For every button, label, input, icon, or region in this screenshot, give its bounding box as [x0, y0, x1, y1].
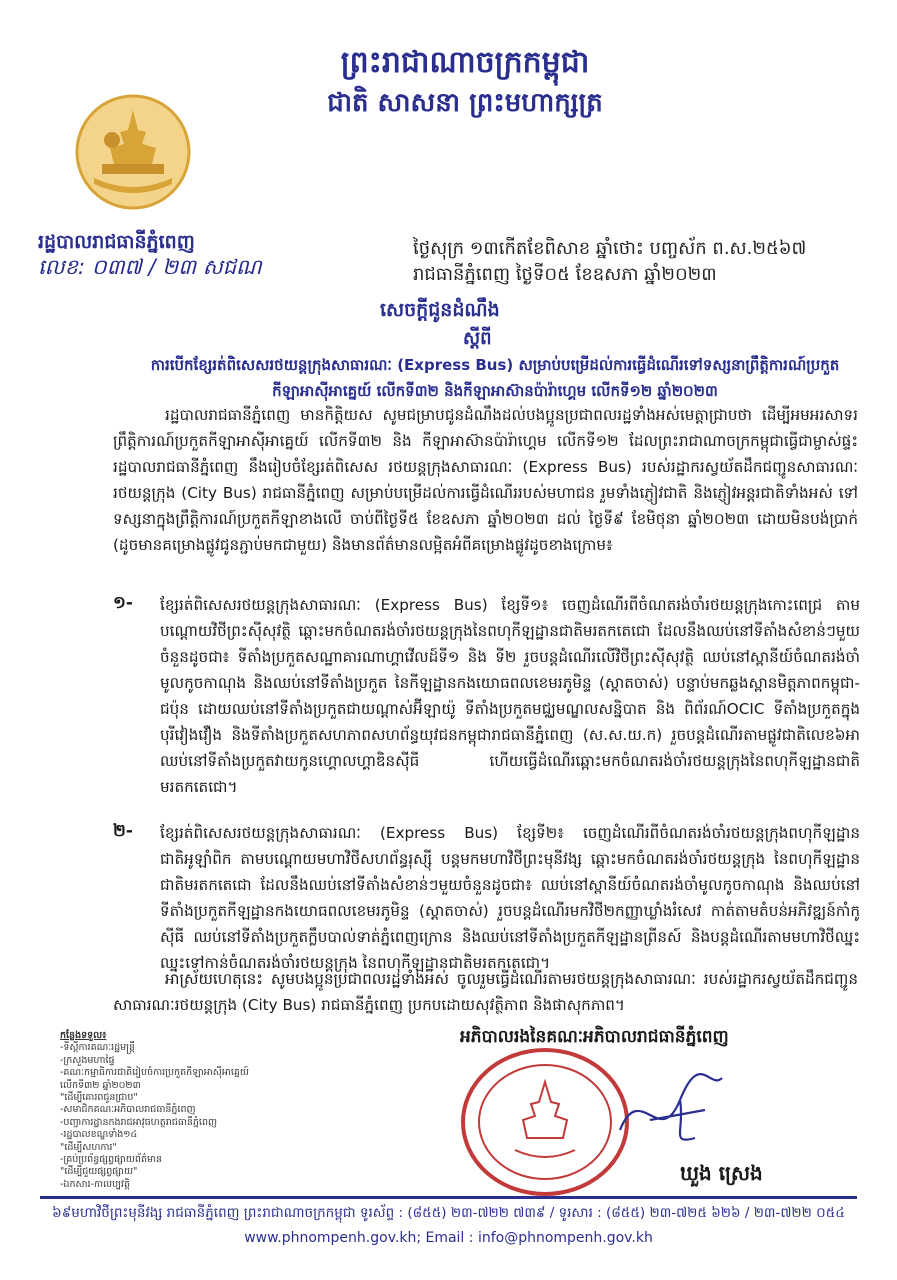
recipient-item: "ដើម្បីសហការ" [60, 1141, 117, 1153]
route-1-paragraph: ខ្សែរត់ពិសេសរថយន្តក្រុងសាធារណៈ (Express Bus) ខ្សែទី១៖ ចេញដំណើរពីចំណតរង់ចាំរថយន្តក្រុងកោះពេជ្រ តាមបណ្តោយវិថីព្រះស៊ីសុវត្ថិ ឆ្ពោះមកចំណតរង់ចាំរថយន្តក្រុងនៃពហុកីឡដ្ឋានជាតិមរតកតេជោ ដែលនឹងឈប់នៅទីតាំងសំខាន់ៗមួយចំនួនដូចជា៖ ទីតាំងប្រកួតសណ្ឋាគារណាហ្គាវើលដ៍ទី១ និង ទី២ រួចបន្តដំណើរលើវិថីព្រះស៊ីសុវត្ថិ ឈប់នៅស្ពានីយ៍ចំណតរង់ចាំមូលកូចកាណុង និងឈប់នៅទីតាំងប្រកួត នៃកីឡដ្ឋានកងយោធពលខេមរភូមិន្ទ (ស្តាតចាស់) បន្ទាប់មកឆ្លងស្ពានមិត្តភាពកម្ពុជា-ជប៉ុន ដោយឈប់នៅទីតាំងប្រកួតជាយណ្តាស់អ៊ីឡាយ៉ូ ទីតាំងប្រកួតមជ្ឈមណ្ឌលសន្និបាត និង ពិព័រណ៍OCIC ទីតាំងប្រកួតក្នុងបុរីវៀងវឿង និងទីតាំងប្រកួតសហភាពសហព័ន្ធយុវជនកម្ពុជារាជធានីភ្នំពេញ (ស.ស.យ.ក) រួចបន្តដំណើរតាមផ្លូវជាតិលេខ៦អា ឈប់នៅទីតាំងប្រកួតវាយកូនហ្គោលហ្គាឌិនស៊ីធី ហើយធ្វើដំណើរឆ្ពោះមកចំណតរង់ចាំរថយន្តក្រុងនៃពហុកីឡដ្ឋានជាតិមរតកតេជោ។ [160, 596, 860, 796]
phnom-penh-emblem-icon [72, 92, 194, 212]
reference-number: លេខ: ០៣៧ / ២៣ សជណ [38, 255, 262, 279]
recipient-item: -ទីស្តីការគណៈរដ្ឋមន្ត្រី [60, 1042, 136, 1054]
official-stamp-icon [455, 1042, 635, 1202]
recipient-item: "ដើម្បីជួយផ្សព្វផ្សាយ" [60, 1166, 138, 1178]
recipients-title: កន្លែងទទួល៖ [60, 1030, 107, 1041]
footer-divider [40, 1196, 857, 1199]
issuing-authority: រដ្ឋបាលរាជធានីភ្នំពេញ [38, 231, 195, 253]
recipient-item: -គ្រប់ប្រព័ន្ធផ្សព្វផ្សាយព័ត៌មាន [60, 1154, 163, 1166]
footer-address: ៦៩មហាវិថីព្រះមុនីវង្ស រាជធានីភ្នំពេញ ព្រះរាជាណាចក្រកម្ពុជា ទូរស័ព្ទ : (៨៥៥) ២៣-៧២២ ៧៣៩ / ទូរសារ : (៨៥៥) ២៣-៧២៥ ៦២៦ / ២៣-៧២២ ០៥៤ [52, 1205, 845, 1221]
footer-contact: www.phnompenh.gov.kh; Email : info@phnompenh.gov.kh [244, 1230, 653, 1246]
signer-name: ឃួង ស្រេង [680, 1161, 763, 1185]
recipients-list [60, 1030, 260, 1191]
handwritten-signature-icon [610, 1060, 730, 1160]
kingdom-title: ព្រះរាជាណាចក្រកម្ពុជា [340, 45, 590, 80]
recipient-item: -រដ្ឋបាលខណ្ឌទាំង១៤ [60, 1129, 138, 1141]
intro-paragraph: រដ្ឋបាលរាជធានីភ្នំពេញ មានកិត្តិយស សូមជម្រាបជូនដំណឹងដល់បងប្អូនប្រជាពលរដ្ឋទាំងអស់មេត្តាជ្រាបថា ដើម្បីអមអរសាទរ ព្រឹត្តិការណ៍ប្រកួតកីឡាអាស៊ីអាគ្នេយ៍ លើកទី៣២ និង កីឡាអាស៊ានប៉ារ៉ាហ្គេម លើកទី១២ ដែលព្រះរាជាណាចក្រកម្ពុជាធ្វើជាម្ចាស់ផ្ទះ រដ្ឋបាលរាជធានីភ្នំពេញ នឹងរៀបចំខ្សែរត់ពិសេស រថយន្តក្រុងសាធារណៈ (Express Bus) របស់រដ្ឋាករស្វយ័តដឹកជញ្ជូនសាធារណៈរថយន្តក្រុង (City Bus) រាជធានីភ្នំពេញ សម្រាប់បម្រើដល់ការធ្វើដំណើររបស់មហាជន រួមទាំងភ្ញៀវជាតិ និងភ្ញៀវអន្តរជាតិទាំងអស់ ទៅទស្សនាក្នុងព្រឹត្តិការណ៍ប្រកួតកីឡាខាងលើ ចាប់ពីថ្ងៃទី៥ ខែឧសភា ឆ្នាំ២០២៣ ដល់ ថ្ងៃទី៩ ខែមិថុនា ឆ្នាំ២០២៣ ដោយមិនបង់ប្រាក់ (ដូចមានគម្រោងផ្លូវជូនភ្ជាប់មកជាមួយ) និងមានព័ត៌មានលម្អិតអំពីគម្រោងផ្លូវដូចខាងក្រោម៖ [113, 406, 858, 554]
national-motto: ជាតិ សាសនា ព្រះមហាក្សត្រ [327, 88, 603, 118]
route-2-paragraph: ខ្សែរត់ពិសេសរថយន្តក្រុងសាធារណៈ (Express Bus) ខ្សែទី២៖ ចេញដំណើរពីចំណតរង់ចាំរថយន្តក្រុងពហុកីឡដ្ឋានជាតិអូឡាំពិក តាមបណ្តោយមហាវិថីសហព័ន្ធរុស្ស៊ី បន្តមកមហាវិថីព្រះមុនីវង្ស ឆ្ពោះមកចំណតរង់ចាំរថយន្តក្រុង នៃពហុកីឡដ្ឋានជាតិមរតកតេជោ ដែលនឹងឈប់នៅទីតាំងសំខាន់ៗមួយចំនួនដូចជា៖ ឈប់នៅស្ពានីយ៍ចំណតរង់ចាំមូលកូចកាណុង និងឈប់នៅទីតាំងប្រកួតកីឡដ្ឋានកងយោធពលខេមរភូមិន្ទ (ស្តាតចាស់) រួចបន្តដំណើរមកវិថី២កញ្ញាឃ្លាំងរំសេវ កាត់តាមតំបន់អភិវឌ្ឍន៍កាំកូស៊ីធី ឈប់នៅទីតាំងប្រកួតក្លឹបបាល់ទាត់ភ្នំពេញក្រោន និងឈប់នៅទីតាំងប្រកួតកីឡដ្ឋានព្រីនស៍ និងបន្តដំណើរតាមមហាវិថីឈ្នះឈ្នះទៅកាន់ចំណតរង់ចាំរថយន្តក្រុង នៃពហុកីឡដ្ឋានជាតិមរតកតេជោ។ [160, 824, 860, 972]
solar-date: រាជធានីភ្នំពេញ ថ្ងៃទី០៥ ខែឧសភា ឆ្នាំ២០២៣ [413, 264, 717, 285]
signer-title: អភិបាលរងនៃគណៈអភិបាលរាជធានីភ្នំពេញ [460, 1027, 729, 1047]
closing-paragraph: អាស្រ័យហេតុនេះ សូមបងប្អូនប្រជាពលរដ្ឋទាំងអស់ ចូលរួមធ្វើដំណើរតាមរថយន្តក្រុងសាធារណៈ របស់រដ្ឋាករស្វយ័តដឹកជញ្ជូនសាធារណៈរថយន្តក្រុង (City Bus) រាជធានីភ្នំពេញ ប្រកបដោយសុវត្ថិភាព និងផាសុកភាព។ [113, 970, 858, 1014]
subject-label: ស្តីពី [463, 328, 492, 349]
recipient-item: -បញ្ជាការដ្ឋានកងរាជអាវុធហត្ថរាជធានីភ្នំពេញ [60, 1116, 218, 1128]
item-2-number: ២- [113, 821, 133, 841]
recipient-item: "ដើម្បីគោរពជូនជ្រាប" [60, 1092, 138, 1104]
recipient-item: -ក្រសួងមហាផ្ទៃ [60, 1054, 115, 1066]
document-type-heading: សេចក្តីជូនដំណឹង [380, 299, 500, 321]
lunar-date: ថ្ងៃសុក្រ ១៣កើតខែពិសាខ ឆ្នាំថោះ បញ្ចស័ក ព.ស.២៥៦៧ [413, 238, 807, 259]
item-1-number: ១- [113, 593, 133, 613]
recipient-item: -សមាជិកគណៈអភិបាលរាជធានីភ្នំពេញ [60, 1104, 196, 1116]
recipient-item: -ឯកសារ-កាលប្បវត្តិ [60, 1178, 130, 1190]
recipient-item: -គណៈកម្មាធិការជាតិរៀបចំការប្រកួតកីឡាអាស៊ីអាគ្នេយ៍ លើកទី៣២ ឆ្នាំ២០២៣ [60, 1067, 249, 1091]
subject-heading: ការបើកខ្សែរត់ពិសេសរថយន្តក្រុងសាធារណៈ (Express Bus) សម្រាប់បម្រើដល់ការធ្វើដំណើរទៅទស្សនាព្រឹត្តិការណ៍ប្រកួតកីឡាអាស៊ីអាគ្នេយ៍ លើកទី៣២ និងកីឡាអាស៊ានប៉ារ៉ាហ្គេម លើកទី១២ ឆ្នាំ២០២៣ [150, 356, 840, 400]
